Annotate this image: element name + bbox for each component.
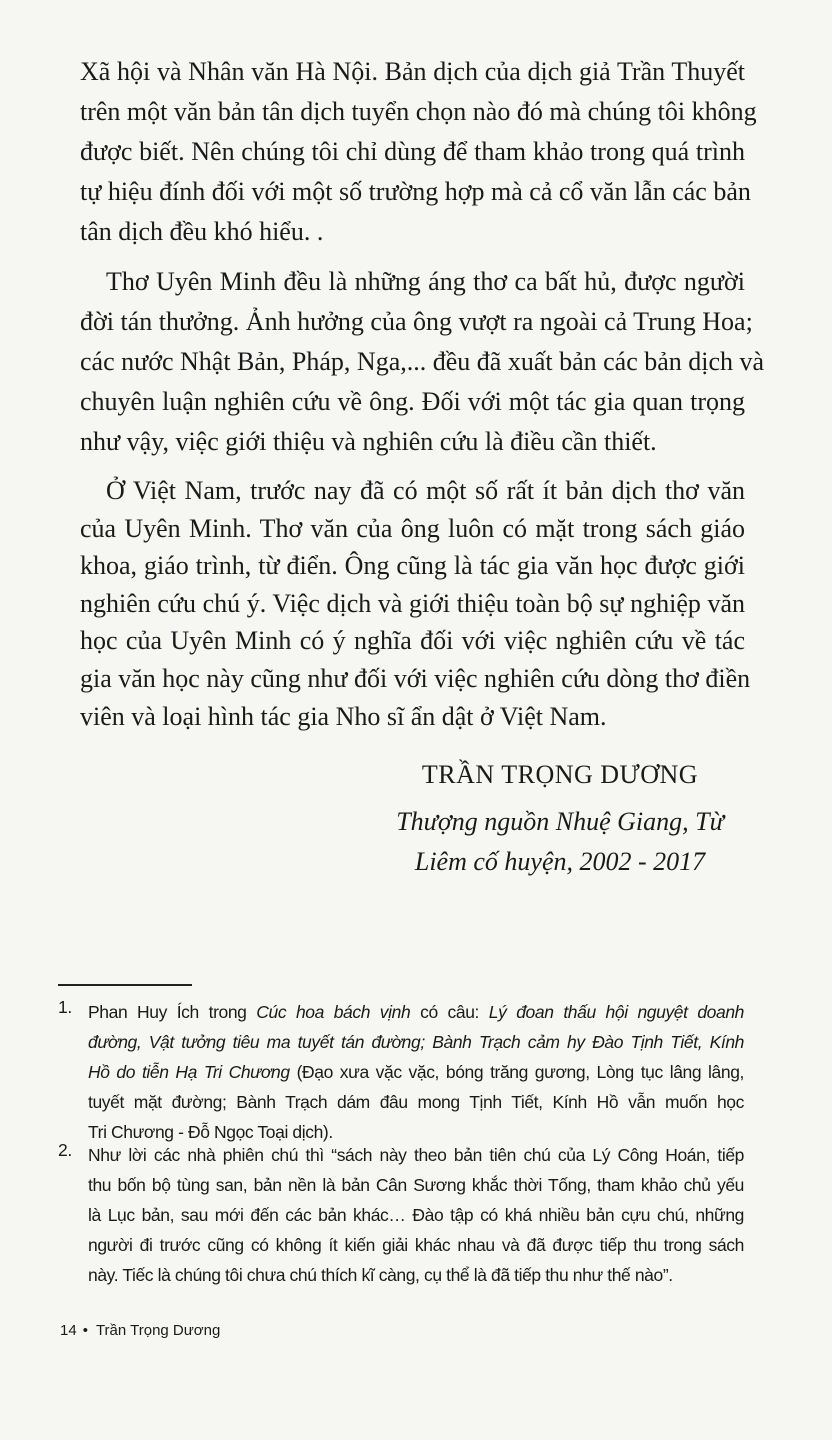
author-name: TRẦN TRỌNG DƯƠNG: [421, 760, 699, 789]
text-line: của Uyên Minh. Thơ văn của ông luôn có mặt trong sách giáo: [80, 513, 745, 543]
text-line: đời tán thưởng. Ảnh hưởng của ông vượt ra ngoài cả Trung Hoa;: [80, 307, 753, 336]
footnote-text: Như lời các nhà phiên chú thì “sách này theo bản tiên chú của Lý Công Hoán, tiếp: [88, 1145, 744, 1165]
page-number: 14: [60, 1322, 77, 1339]
text-line: được biết. Nên chúng tôi chỉ dùng để tham khảo trong quá trình: [80, 137, 745, 166]
text-line: trên một văn bản tân dịch tuyển chọn nào đó mà chúng tôi không: [80, 97, 757, 126]
text-line: các nước Nhật Bản, Pháp, Nga,... đều đã xuất bản các bản dịch và: [80, 347, 765, 376]
italic-text: Cúc hoa bách vịnh: [256, 1002, 411, 1022]
place-date-line-1: Thượng nguồn Nhuệ Giang, Từ: [396, 807, 724, 836]
footnote-line: [88, 1027, 744, 1057]
footnote-line: [88, 1260, 744, 1290]
text-line: Ở Việt Nam, trước nay đã có một số rất ít bản dịch thơ văn: [106, 476, 745, 505]
text-line: tự hiệu đính đối với một số trường hợp mà cả cổ văn lẫn các bản: [80, 177, 751, 206]
text-line: Xã hội và Nhân văn Hà Nội. Bản dịch của dịch giả Trần Thuyết: [80, 57, 745, 86]
text-line: tân dịch đều khó hiểu. .: [80, 217, 324, 246]
signature-block: [380, 760, 740, 882]
footnote-line: [88, 1140, 744, 1170]
text-line: khoa, giáo trình, từ điển. Ông cũng là tác gia văn học được giới: [80, 551, 745, 581]
footnote-1: [58, 997, 744, 1147]
body-text: [80, 52, 765, 745]
footnote-line: [88, 1200, 744, 1230]
footnote-text: Tri Chương - Đỗ Ngọc Toại dịch).: [88, 1122, 333, 1142]
footnote-line: [88, 1057, 744, 1087]
footnote-text: là Lục bản, sau mới đến các bản khác… Đào tập có khá nhiều bản cựu chú, những: [88, 1205, 744, 1225]
paragraph: [80, 472, 751, 735]
footnote-text: thu bốn bộ tùng san, bản nền là bản Cân Sương khắc thời Tống, tham khảo chủ yếu: [88, 1175, 744, 1195]
footnote-text: người đi trước cũng có không ít kiến giải khác nhau và đã được tiếp thu trong sách: [88, 1235, 744, 1255]
footnote-text: tuyết mặt đường; Bành Trạch dám đâu mong Tịnh Tiết, Kính Hồ vẫn muốn học: [88, 1092, 744, 1112]
footnote-text: này. Tiếc là chúng tôi chưa chú thích kĩ càng, cụ thể là đã tiếp thu như thế nào”.: [88, 1265, 673, 1285]
place-date-line-2: Liêm cố huyện, 2002 - 2017: [414, 847, 706, 876]
text-line: Thơ Uyên Minh đều là những áng thơ ca bất hủ, được người: [106, 267, 745, 296]
footnote-line: [88, 1230, 744, 1260]
text-line: gia văn học này cũng như đối với việc nghiên cứu dòng thơ điền: [80, 663, 751, 693]
paragraph: [80, 52, 757, 252]
footnote-2: [58, 1140, 744, 1290]
footnote-separator: [58, 984, 192, 986]
paragraph: [80, 262, 765, 462]
footnote-line: [88, 1170, 744, 1200]
italic-text: Hồ do tiễn Hạ Tri Chương: [88, 1062, 290, 1082]
page-footer: [60, 1322, 220, 1339]
running-head: Trần Trọng Dương: [95, 1322, 221, 1339]
footnote-number: 2.: [58, 1140, 72, 1160]
text-line: chuyên luận nghiên cứu về ông. Đối với một tác gia quan trọng: [80, 387, 745, 416]
text-line: học của Uyên Minh có ý nghĩa đối với việc nghiên cứu về tác: [80, 626, 745, 656]
text-line: nghiên cứu chú ý. Việc dịch và giới thiệu toàn bộ sự nghiệp văn: [80, 588, 745, 618]
bullet-separator: •: [82, 1322, 88, 1339]
footnote-line: [88, 997, 744, 1027]
italic-text: đường, Vật tưởng tiêu ma tuyết tán đường; Bành Trạch cảm hy Đào Tịnh Tiết, Kính: [88, 1032, 744, 1052]
italic-text: Lý đoan thấu hội nguyệt doanh: [488, 1002, 745, 1022]
footnote-number: 1.: [58, 997, 72, 1017]
footnote-line: [88, 1087, 744, 1117]
text-line: viên và loại hình tác gia Nho sĩ ẩn dật ở Việt Nam.: [80, 701, 607, 731]
footnote-text: Phan Huy Ích trong: [88, 1002, 257, 1022]
footnote-text: (Đạo xưa vặc vặc, bóng trăng gương, Lòng tục lâng lâng,: [289, 1062, 745, 1082]
text-line: như vậy, việc giới thiệu và nghiên cứu là điều cần thiết.: [80, 427, 657, 456]
footnote-text: có câu:: [410, 1002, 489, 1022]
